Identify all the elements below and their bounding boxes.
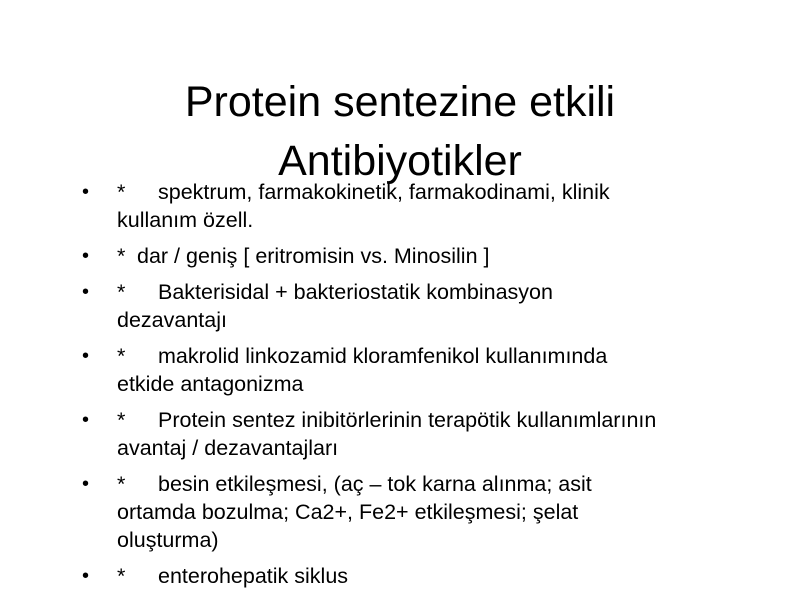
star-marker: *	[117, 472, 126, 496]
bullet-text: dar / geniş [ eritromisin vs. Minosilin ]	[137, 244, 490, 268]
bullet-text: makrolid linkozamid kloramfenikol kullanımında	[158, 344, 608, 368]
bullet-text: enterohepatik siklus	[158, 564, 349, 588]
bullet-line: avantaj / dezavantajları	[117, 436, 339, 460]
bullet-line	[117, 562, 780, 590]
bullet-line: etkide antagonizma	[117, 372, 304, 396]
bullet-line	[117, 470, 780, 498]
slide-title-line-2: Antibiyotikler	[278, 136, 522, 185]
bullet-line	[117, 406, 780, 434]
bullet-dot-icon: •	[82, 345, 90, 367]
bullet-item-spectrum	[0, 178, 800, 234]
bullet-item-enterohepatic	[0, 562, 800, 590]
bullet-line	[117, 242, 780, 270]
bullet-line	[117, 342, 780, 370]
star-marker: *	[117, 244, 126, 268]
bullet-line: ortamda bozulma; Ca2+, Fe2+ etkileşmesi; şelat	[117, 500, 579, 524]
bullet-item-combination	[0, 278, 800, 334]
bullet-dot-icon: •	[82, 409, 90, 431]
bullet-text: besin etkileşmesi, (aç – tok karna alınma; asit	[158, 472, 592, 496]
star-marker: *	[117, 344, 126, 368]
bullet-text: Bakterisidal + bakteriostatik kombinasyon	[158, 280, 553, 304]
bullet-list	[0, 178, 800, 598]
bullet-text: Protein sentez inibitörlerinin terapötik kullanımlarının	[158, 408, 657, 432]
bullet-line: dezavantajı	[117, 308, 227, 332]
bullet-line	[117, 278, 780, 306]
bullet-dot-icon: •	[82, 181, 90, 203]
star-marker: *	[117, 180, 126, 204]
bullet-dot-icon: •	[82, 473, 90, 495]
bullet-dot-icon: •	[82, 565, 90, 587]
bullet-text: spektrum, farmakokinetik, farmakodinami, klinik	[158, 180, 610, 204]
bullet-item-narrow-broad	[0, 242, 800, 270]
slide-title-line-1: Protein sentezine etkili	[184, 77, 616, 126]
bullet-line: kullanım özell.	[117, 208, 254, 232]
bullet-dot-icon: •	[82, 245, 90, 267]
bullet-item-antagonism	[0, 342, 800, 398]
bullet-line: oluşturma)	[117, 528, 219, 552]
star-marker: *	[117, 280, 126, 304]
star-marker: *	[117, 408, 126, 432]
bullet-dot-icon: •	[82, 281, 90, 303]
bullet-item-food-interaction	[0, 470, 800, 554]
bullet-item-therapeutic-use	[0, 406, 800, 462]
star-marker: *	[117, 564, 126, 588]
slide-title	[40, 73, 760, 191]
bullet-line	[117, 178, 780, 206]
